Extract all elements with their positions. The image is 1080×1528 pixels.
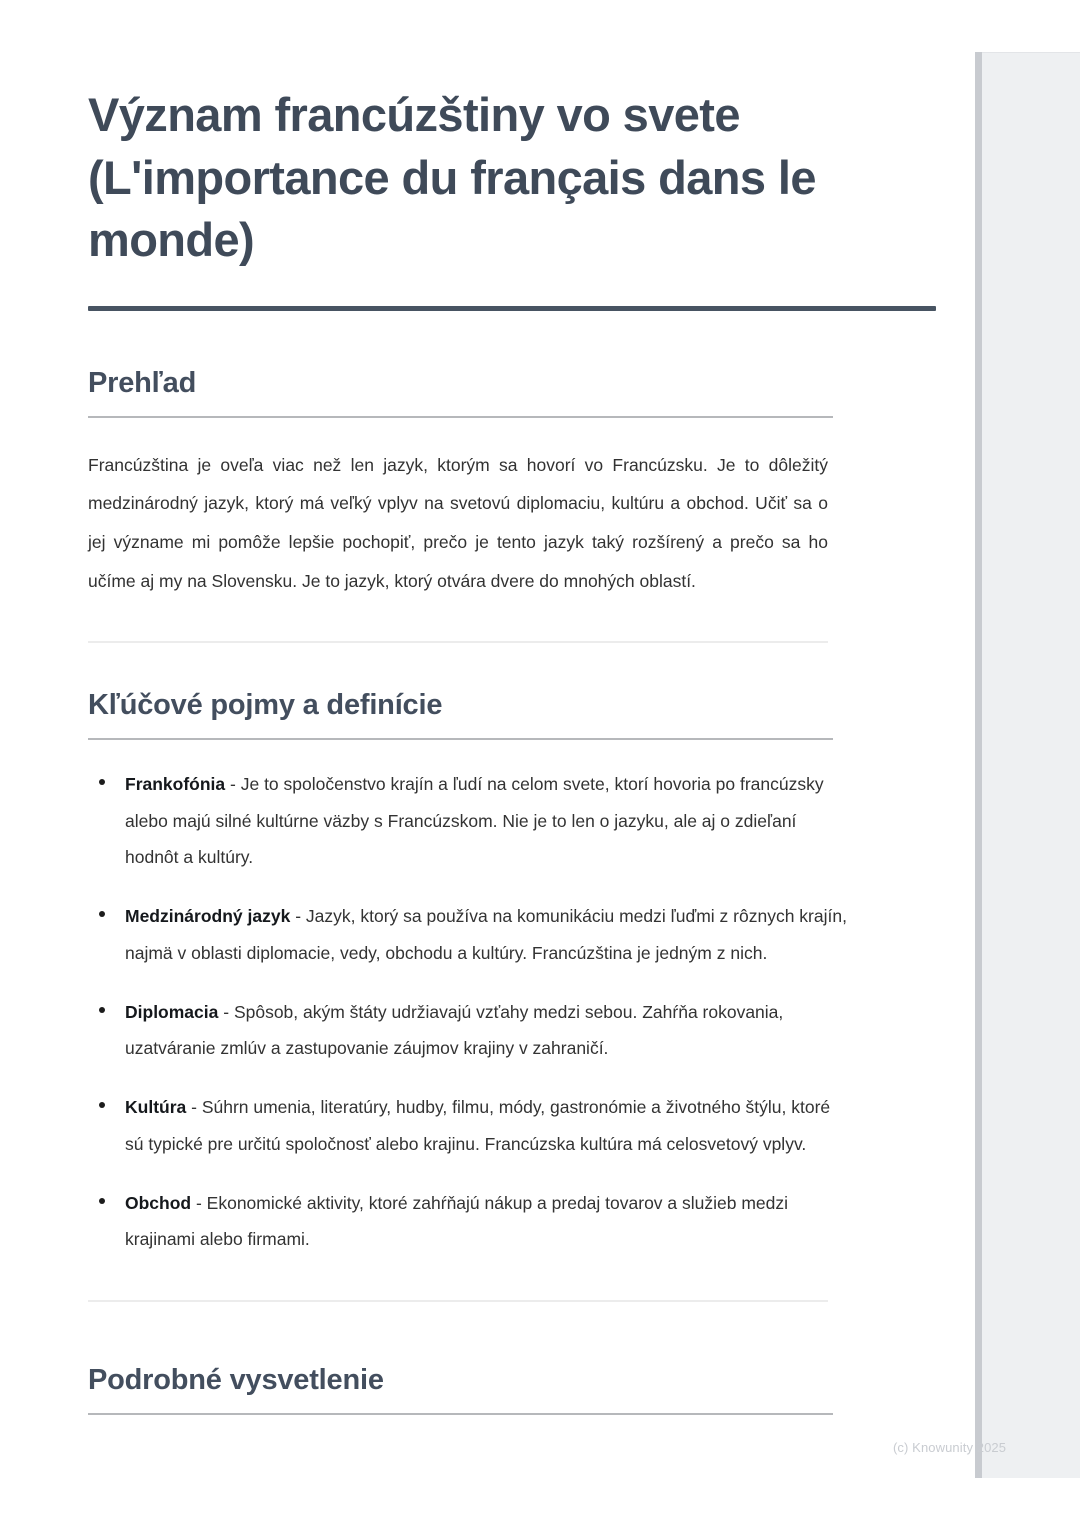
section-heading-detailed-explanation: Podrobné vysvetlenie xyxy=(88,1364,384,1397)
list-item xyxy=(88,898,848,972)
term-separator: - xyxy=(290,906,306,927)
heading-rule-detailed-explanation xyxy=(88,1413,833,1415)
scrollbar-thumb[interactable] xyxy=(975,52,982,1478)
section-heading-overview: Prehľad xyxy=(88,366,197,399)
term-name: Frankofónia xyxy=(125,773,226,794)
section-divider-2 xyxy=(88,1300,828,1302)
key-terms-list xyxy=(88,766,848,1258)
scrollbar-track[interactable] xyxy=(975,52,1080,1478)
term-separator: - xyxy=(225,773,241,794)
section-detailed-explanation xyxy=(88,1364,936,1415)
copyright-watermark: (c) Knowunity 2025 xyxy=(893,1440,1007,1455)
list-item xyxy=(88,994,848,1068)
section-divider-1 xyxy=(88,641,828,643)
term-separator: - xyxy=(218,1001,234,1022)
term-name: Obchod xyxy=(125,1192,192,1213)
term-separator: - xyxy=(191,1192,207,1213)
heading-rule-overview xyxy=(88,416,833,418)
bullet-icon xyxy=(99,1198,105,1204)
title-rule-divider xyxy=(88,306,936,311)
term-definition: Ekonomické aktivity, ktoré zahŕňajú nákup a predaj tovarov a služieb medzi krajinami alebo firmami. xyxy=(125,1192,789,1250)
term-name: Kultúra xyxy=(125,1097,187,1118)
bullet-icon xyxy=(99,1102,105,1108)
term-definition: Jazyk, ktorý sa používa na komunikáciu medzi ľuďmi z rôznych krajín, najmä v oblasti diplomacie, vedy, obchodu a kultúry. Francúzština je jedným z nich. xyxy=(125,906,847,963)
page-title: Význam francúzštiny vo svete (L'importance du français dans le monde) xyxy=(88,88,816,266)
list-item xyxy=(88,1089,848,1163)
bullet-icon xyxy=(99,1007,105,1013)
heading-rule-key-terms xyxy=(88,738,833,740)
term-definition: Súhrn umenia, literatúry, hudby, filmu, módy, gastronómie a životného štýlu, ktoré sú typické pre určitú spoločnosť alebo krajinu. Francúzska kultúra má celosvetový vplyv. xyxy=(125,1097,831,1154)
section-heading-key-terms: Kľúčové pojmy a definície xyxy=(88,688,443,721)
term-name: Diplomacia xyxy=(125,1001,219,1022)
bullet-icon xyxy=(99,779,105,785)
term-name: Medzinárodný jazyk xyxy=(125,906,291,927)
list-item xyxy=(88,766,848,876)
term-definition: Spôsob, akým štáty udržiavajú vzťahy medzi sebou. Zahŕňa rokovania, uzatváranie zmlúv a zastupovanie záujmov krajiny v zahraničí. xyxy=(125,1001,784,1059)
overview-paragraph: Francúzština je oveľa viac než len jazyk, ktorým sa hovorí vo Francúzsku. Je to dôležitý medzinárodný jazyk, ktorý má veľký vplyv na svetovú diplomaciu, kultúru a obchod. Učiť sa o jej význame mi pomôže lepšie pochopiť, prečo je tento jazyk taký rozšírený a prečo sa ho učíme aj my na Slovensku. Je to jazyk, ktorý otvára dvere do mnohých oblastí. xyxy=(88,454,828,592)
list-item xyxy=(88,1185,848,1259)
bullet-icon xyxy=(99,911,105,917)
section-overview xyxy=(88,367,936,601)
section-key-terms xyxy=(88,689,936,1258)
term-definition: Je to spoločenstvo krajín a ľudí na celom svete, ktorí hovoria po francúzsky alebo majú silné kultúrne väzby s Francúzskom. Nie je to len o jazyku, ale aj o zdieľaní hodnôt a kultúry. xyxy=(125,773,824,868)
term-separator: - xyxy=(186,1097,202,1118)
